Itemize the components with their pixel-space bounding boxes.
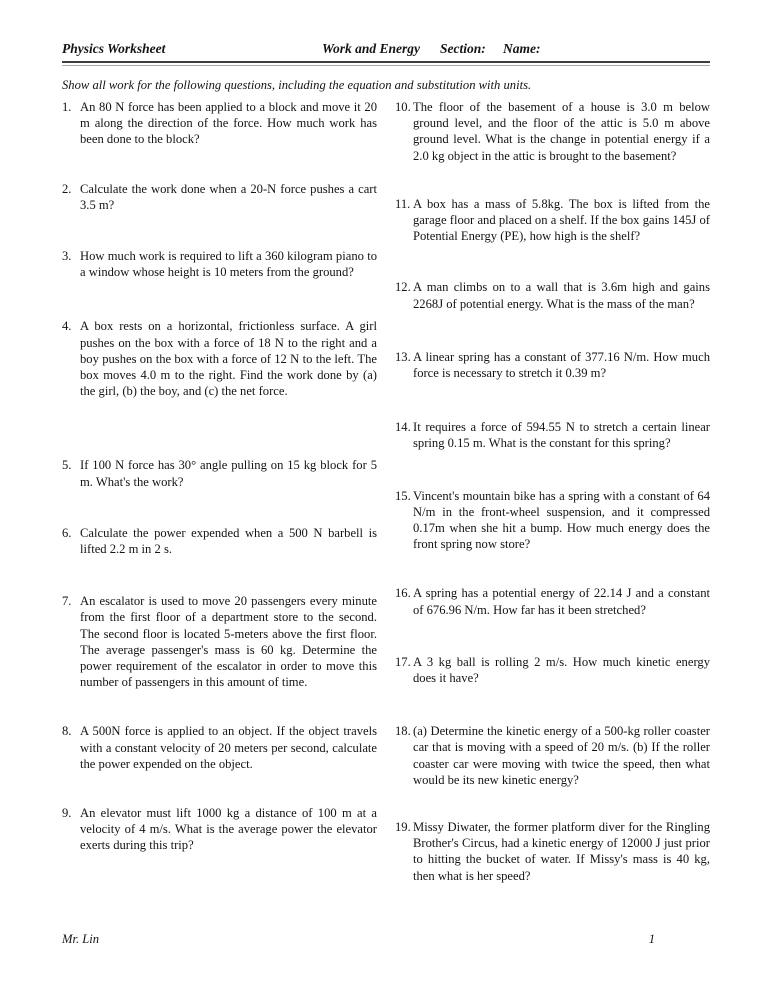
question-number: 2. <box>62 181 72 196</box>
question-18 <box>395 723 710 788</box>
question-text: (a) Determine the kinetic energy of a 500-kg roller coaster car that is moving with a speed of 20 m/s. (b) If the roller coaster car were moving with twice the speed, then what would be its new kinetic energy? <box>413 724 710 787</box>
question-number: 9. <box>62 806 72 821</box>
question-number: 14. <box>395 420 411 435</box>
question-4 <box>62 318 377 399</box>
question-16 <box>395 585 710 617</box>
name-label: Name: <box>503 41 541 56</box>
question-number: 6. <box>62 525 72 540</box>
question-number: 11. <box>395 196 411 211</box>
question-text: Calculate the work done when a 20-N force pushes a cart 3.5 m? <box>80 181 377 212</box>
question-10 <box>395 99 710 164</box>
question-17 <box>395 654 710 686</box>
question-15 <box>395 488 710 553</box>
question-text: An 80 N force has been applied to a block and move it 20 m along the direction of the force. How much work has been done to the block? <box>80 100 377 147</box>
question-number: 1. <box>62 100 72 114</box>
question-11 <box>395 196 710 245</box>
question-number: 4. <box>62 319 72 334</box>
question-text: An escalator is used to move 20 passengers every minute from the first floor of a department store to the second. The second floor is located 5-meters above the first floor. The average passenger's mass is 60 kg. Determine the power requirement of the escalator in order to move this number of passengers in this amount of time. <box>80 594 377 690</box>
header-divider <box>62 61 710 66</box>
question-number: 3. <box>62 249 72 264</box>
question-columns <box>62 99 710 884</box>
question-9 <box>62 805 377 854</box>
page-footer <box>62 931 655 947</box>
question-number: 8. <box>62 724 72 739</box>
question-number: 13. <box>395 349 411 364</box>
question-14 <box>395 419 710 451</box>
question-text: A box has a mass of 5.8kg. The box is lifted from the garage floor and placed on a shelf. If the box gains 145J of Potential Energy (PE), how high is the shelf? <box>413 196 710 244</box>
question-text: A linear spring has a constant of 377.16 N/m. How much force is necessary to stretch it 0.39 m? <box>413 349 710 381</box>
question-text: Calculate the power expended when a 500 N barbell is lifted 2.2 m in 2 s. <box>80 525 377 557</box>
question-6 <box>62 525 377 557</box>
question-text: A spring has a potential energy of 22.14 J and a constant of 676.96 N/m. How far has it been stretched? <box>413 586 710 617</box>
question-number: 5. <box>62 458 72 473</box>
question-number: 19. <box>395 820 411 835</box>
question-text: A man climbs on to a wall that is 3.6m high and gains 2268J of potential energy. What is the mass of the man? <box>413 280 710 311</box>
footer-page-number: 1 <box>648 932 655 946</box>
worksheet-topic: Work and Energy <box>322 41 421 56</box>
question-text: The floor of the basement of a house is 3.0 m below ground level, and the floor of the attic is 5.0 m above ground level. What is the change in potential energy if a 2.0 kg object in the attic is brought to the basement? <box>413 100 710 163</box>
page-header <box>62 40 710 60</box>
question-8 <box>62 723 377 772</box>
question-text: A box rests on a horizontal, frictionless surface. A girl pushes on the box with a force of 18 N to the right and a boy pushes on the box with a force of 12 N to the left. The box moves 4.0 m to the right. Find the work done by (a) the girl, (b) the boy, and (c) the net force. <box>80 319 377 399</box>
question-text: A 3 kg ball is rolling 2 m/s. How much kinetic energy does it have? <box>413 654 710 686</box>
question-number: 15. <box>395 488 411 503</box>
question-2 <box>62 181 377 213</box>
instruction-text: Show all work for the following questions, including the equation and substitution with units. <box>62 78 532 92</box>
worksheet-title: Physics Worksheet <box>62 41 166 56</box>
question-number: 16. <box>395 586 411 601</box>
question-text: If 100 N force has 30° angle pulling on 15 kg block for 5 m. What's the work? <box>80 458 377 489</box>
question-text: It requires a force of 594.55 N to stretch a certain linear spring 0.15 m. What is the constant for this spring? <box>413 420 710 451</box>
question-3 <box>62 248 377 280</box>
left-column <box>62 99 377 884</box>
question-number: 17. <box>395 654 411 669</box>
question-number: 12. <box>395 280 411 295</box>
question-number: 18. <box>395 724 411 739</box>
question-number: 7. <box>62 594 72 609</box>
question-1 <box>62 99 377 148</box>
question-7 <box>62 593 377 690</box>
section-label: Section: <box>440 41 486 56</box>
footer-author: Mr. Lin <box>62 932 100 946</box>
question-text: Missy Diwater, the former platform diver for the Ringling Brother's Circus, had a kinetic energy of 12000 J just prior to hitting the bucket of water. If Missy's mass is 40 kg, then what is her speed? <box>413 820 710 883</box>
question-5 <box>62 457 377 489</box>
question-19 <box>395 819 710 884</box>
question-text: A 500N force is applied to an object. If the object travels with a constant velocity of 20 meters per second, calculate the power expended on the object. <box>80 724 377 771</box>
question-12 <box>395 279 710 311</box>
question-number: 10. <box>395 100 411 114</box>
question-text: An elevator must lift 1000 kg a distance of 100 m at a velocity of 4 m/s. What is the average power the elevator exerts during this trip? <box>80 806 377 853</box>
question-text: How much work is required to lift a 360 kilogram piano to a window whose height is 10 meters from the ground? <box>80 249 377 280</box>
question-13 <box>395 349 710 381</box>
right-column <box>395 99 710 884</box>
question-text: Vincent's mountain bike has a spring with a constant of 64 N/m in the front-wheel suspension, and it compressed 0.17m when she hit a bump. How much energy does the front spring now store? <box>413 488 710 552</box>
